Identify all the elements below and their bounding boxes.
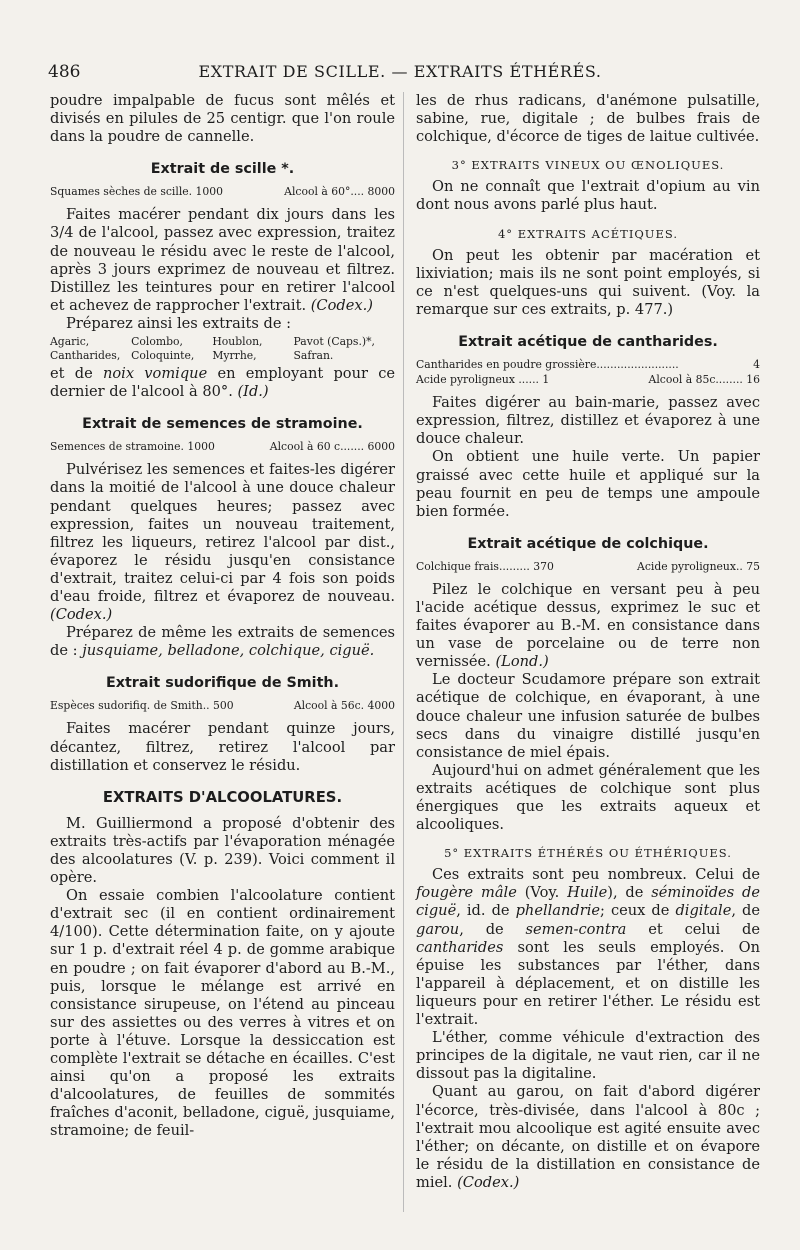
source-ref: (Codex.)	[457, 1173, 520, 1191]
ingredient: Semences de stramoine. 1000	[50, 440, 215, 454]
text-run: ; ceux de	[600, 902, 676, 920]
column-divider	[403, 92, 404, 1212]
section-title-acetiques: 4° EXTRAITS ACÉTIQUES.	[497, 226, 679, 241]
text-run: et celui de	[626, 920, 760, 938]
method-text: Pulvérisez les semences et faites-les digérer dans la moitié de l'alcool à une douce chaleur pendant quelques heures; passez avec expression, faites un nouveau traitement, filtrez les liqueurs, retirez l'alcool par dist., évaporez le résidu jusqu'en consistance d'extrait, traitez celui-ci par 4 fois son poids d'eau froide, filtrez et évaporez de nouveau.	[50, 461, 395, 605]
list-item: Myrrhe,	[212, 349, 257, 363]
scille-method	[50, 206, 395, 315]
section-title-etheres: 5° EXTRAITS ÉTHÉRÉS OU ÉTHÉRIQUES.	[444, 846, 732, 861]
alcoolatures-p2: On essaie combien l'alcoolature contient d'extrait sec (il en contient ordinairement 4/100). Cette détermination faite, on y ajoute sur 1 p. d'extrait réel 4 p. de gomme arabique en poudre ; on fait évaporer d'abord au B.-M., puis, lorsque le mélange est arrivé en consistance sirupeuse, on l'étend au pinceau sur des assiettes ou des verres à vitres et on porte à l'étuve. Lorsque la dessiccation est complète l'extrait se détache en écailles. C'est ainsi qu'on a proposé les extraits d'alcoolatures, de feuilles de sommités fraîches d'aconit, belladone, ciguë, jusquiame, stramoine; de feuil-	[50, 887, 395, 1140]
ingredient: Cantharides en poudre grossière........................	[416, 358, 679, 372]
text-run: ), de	[607, 884, 652, 902]
text-run: Préparez de même les extraits de semences de :	[50, 624, 395, 660]
ingredient: Alcool à 60°.... 8000	[284, 185, 395, 199]
section-title-smith: Extrait sudorifique de Smith.	[105, 675, 340, 692]
text-run: , de	[731, 902, 760, 920]
etheres-p3	[416, 1083, 760, 1192]
section-title-scille: Extrait de scille *.	[150, 161, 295, 178]
list-item: Pavot (Caps.)*,	[293, 335, 375, 349]
ingredients-scille	[50, 185, 395, 199]
text-run: sont les seuls employés. On épuise les substances par l'éther, dans l'appareil à déplacement, et on distille les liqueurs pour en retirer l'éther. Le résidu est l'extrait.	[416, 938, 760, 1029]
method-text: Faites macérer pendant dix jours dans les 3/4 de l'alcool, passez avec expression, traitez de nouveau le résidu avec le reste de l'alcool, après 3 jours exprimez de nouveau et filtrez. Distillez les teintures pour en retirer l'alcool et achevez de rapprocher l'extrait.	[50, 206, 395, 314]
text-run: Pilez le colchique en versant peu à peu l'acide acétique dessus, exprimez le suc et faites évaporer au B.-M. en consistance dans un vase de porcelaine ou de terre non vernissée.	[416, 580, 760, 671]
ingredients-cantharides-1	[416, 358, 760, 372]
smith-method: Faites macérer pendant quinze jours, décantez, filtrez, retirez l'alcool par distillation et conservez le résidu.	[50, 720, 395, 774]
extract-list	[50, 335, 395, 363]
italic-term: séminoïdes de ciguë	[416, 884, 760, 920]
running-title: EXTRAIT DE SCILLE. — EXTRAITS ÉTHÉRÉS.	[198, 62, 602, 81]
continued-paragraph: les de rhus radicans, d'anémone pulsatille, sabine, rue, digitale ; de bulbes frais de colchique, d'écorce de tiges de laitue cultivée.	[416, 92, 760, 146]
page-header	[48, 62, 752, 88]
italic-term: cantharides	[416, 938, 504, 956]
right-column	[416, 92, 760, 1192]
page-number: 486	[48, 62, 81, 82]
ingredient: Espèces sudorifiq. de Smith.. 500	[50, 699, 234, 713]
ingredients-stramoine	[50, 440, 395, 454]
vineux-text: On ne connaît que l'extrait d'opium au vin dont nous avons parlé plus haut.	[416, 178, 760, 214]
italic-term: phellandrie	[515, 902, 601, 920]
section-title-colchique: Extrait acétique de colchique.	[467, 535, 709, 552]
text-run: et de	[50, 365, 103, 383]
cantharides-p2: On obtient une huile verte. Un papier graissé avec cette huile et appliqué sur la peau fournit en peu de temps une ampoule bien formée.	[416, 448, 760, 520]
ingredient: Alcool à 85c........ 16	[648, 373, 760, 387]
section-title-vineux: 3° EXTRAITS VINEUX OU ŒNOLIQUES.	[451, 158, 725, 173]
list-item: Houblon,	[212, 335, 263, 349]
source-ref: (Lond.)	[495, 653, 549, 671]
ingredient: Acide pyroligneux.. 75	[637, 559, 760, 573]
text-run: , id. de	[456, 902, 516, 920]
acetiques-text: On peut les obtenir par macération et lixiviation; mais ils ne sont point employés, si ce n'est quelques-uns qui suivent. (Voy. la remarque sur ces extraits, p. 477.)	[416, 246, 760, 318]
list-item: Cantharides,	[50, 349, 121, 363]
ingredient: Acide pyroligneux ...... 1	[416, 373, 550, 387]
ingredient: 4	[753, 358, 760, 372]
italic-term: semen-contra	[525, 920, 627, 938]
alcoolatures-p1: M. Guilliermond a proposé d'obtenir des extraits très-actifs par l'évaporation ménagée des alcoolatures (V. p. 239). Voici comment il opère.	[50, 814, 395, 887]
italic-term: jusquiame, belladone, colchique, ciguë.	[82, 642, 375, 660]
italic-term: Huile	[567, 884, 608, 902]
etheres-p2: L'éther, comme véhicule d'extraction des principes de la digitale, ne vaut rien, car il ne dissout pas la digitaline.	[416, 1029, 760, 1083]
list-item: Coloquinte,	[131, 349, 195, 363]
colchique-p3: Aujourd'hui on admet généralement que les extraits acétiques de colchique sont plus énergiques que les extraits aqueux et alcooliques.	[416, 761, 760, 834]
scille-after	[50, 365, 395, 401]
text-run: (Voy.	[516, 884, 568, 902]
source-ref: (Id.)	[237, 383, 269, 401]
ingredients-colchique	[416, 560, 760, 574]
section-title-cantharides: Extrait acétique de cantharides.	[458, 334, 718, 351]
text-run: Ces extraits sont peu nombreux. Celui de	[432, 866, 760, 884]
list-item: Safran.	[293, 349, 334, 363]
source-ref: (Codex.)	[310, 296, 373, 314]
ingredient: Alcool à 56c. 4000	[293, 699, 395, 713]
section-title-alcoolatures: EXTRAITS D'ALCOOLATURES.	[102, 788, 343, 806]
colchique-p1	[416, 581, 760, 671]
colchique-p2: Le docteur Scudamore prépare son extrait acétique de colchique, en évaporant, à une douce chaleur une infusion saturée de bulbes secs dans du vinaigre distillé jusqu'en consistance de miel épais.	[416, 671, 760, 761]
list-item: Agaric,	[50, 335, 90, 349]
ingredient: Squames sèches de scille. 1000	[50, 185, 224, 199]
section-title-stramoine: Extrait de semences de stramoine.	[82, 416, 363, 433]
etheres-p1	[416, 866, 760, 1029]
cantharides-p1: Faites digérer au bain-marie, passez avec expression, filtrez, distillez et évaporez à une douce chaleur.	[416, 394, 760, 448]
text-run: en employant pour ce dernier de l'alcool à 80°.	[50, 365, 396, 401]
list-item: Colombo,	[131, 335, 183, 349]
italic-term: noix vomique	[102, 365, 208, 383]
ingredients-cantharides-2	[416, 373, 760, 387]
ingredient: Colchique frais......... 370	[416, 559, 554, 573]
stramoine-method	[50, 461, 395, 624]
italic-term: fougère mâle	[416, 884, 517, 902]
text-run: Quant au garou, on fait d'abord digérer l'écorce, très-divisée, dans l'alcool à 80c ; l'extrait mou alcoolique est agité ensuite avec l'éther; on décante, on distille et on évapore le résidu de la distillation en consistance de miel.	[416, 1083, 760, 1191]
italic-term: garou	[416, 920, 460, 938]
scille-prep-intro: Préparez ainsi les extraits de :	[66, 314, 292, 332]
italic-term: digitale	[675, 902, 732, 920]
left-column	[50, 92, 395, 1141]
source-ref: (Codex.)	[50, 606, 113, 624]
intro-paragraph: poudre impalpable de fucus sont mêlés et divisés en pilules de 25 centigr. que l'on roule dans la poudre de cannelle.	[50, 92, 395, 146]
text-run: , de	[459, 920, 526, 938]
ingredient: Alcool à 60 c....... 6000	[269, 440, 395, 454]
ingredients-smith	[50, 699, 395, 713]
stramoine-prep	[50, 624, 395, 660]
